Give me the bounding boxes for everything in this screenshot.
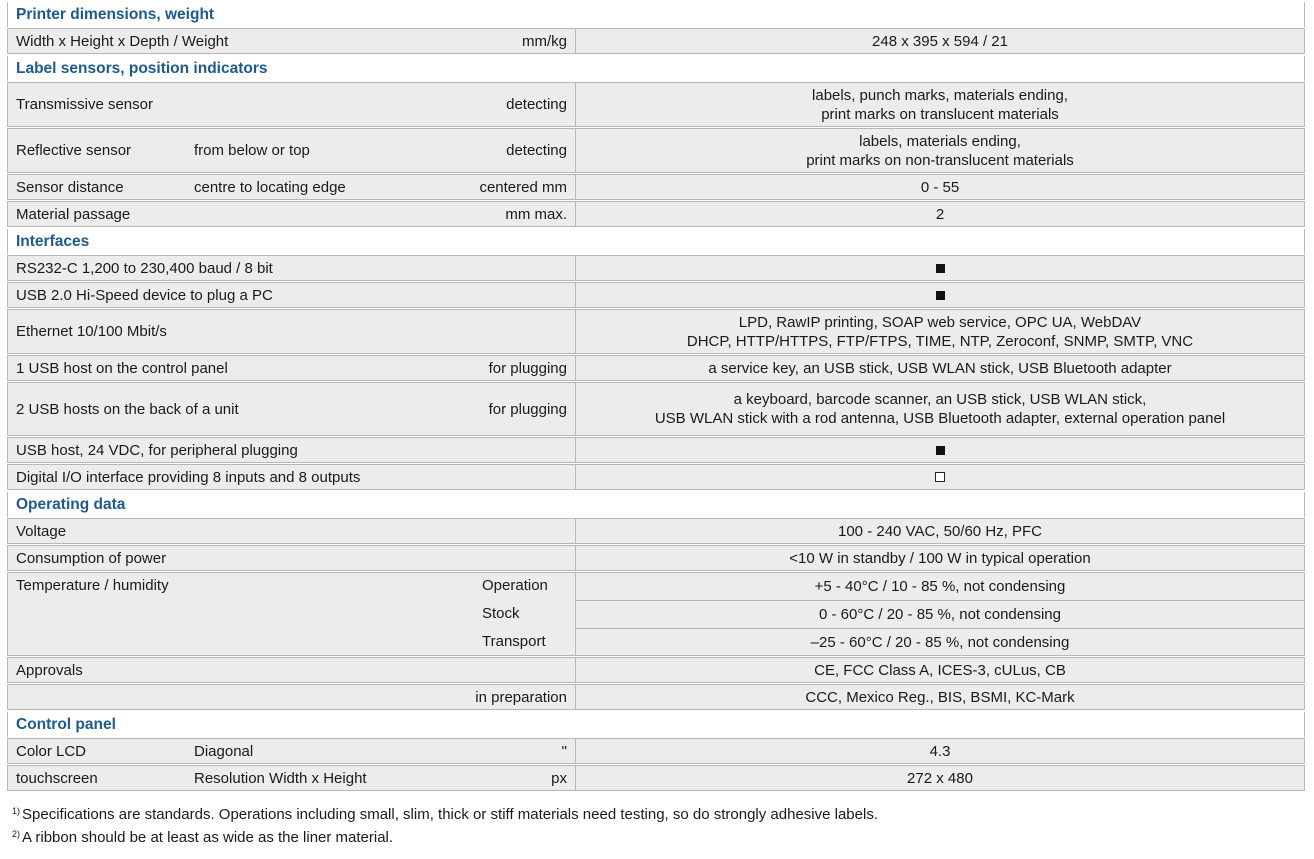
row-value: –25 - 60°C / 20 - 85 %, not condensing xyxy=(810,634,1070,651)
row-label: Temperature / humidity xyxy=(16,577,169,594)
row-label: Voltage xyxy=(16,522,67,540)
row-label: Reflective sensor xyxy=(16,142,132,159)
row-unit: Stock xyxy=(482,605,520,622)
row-unit: mm/kg xyxy=(522,32,567,50)
row-value: labels, materials ending, print marks on non-translucent materials xyxy=(575,129,1304,172)
row-value: labels, punch marks, materials ending, print marks on translucent materials xyxy=(575,83,1304,126)
row-value: 100 - 240 VAC, 50/60 Hz, PFC xyxy=(575,519,1304,543)
row-dimensions xyxy=(7,28,1305,54)
row-unit: " xyxy=(561,742,567,760)
row-label: USB host, 24 VDC, for peripheral plugging xyxy=(16,441,298,459)
row-lcd-diagonal xyxy=(7,738,1305,764)
row-label: 1 USB host on the control panel xyxy=(16,359,228,377)
row-unit: mm max. xyxy=(505,205,567,223)
row-value: 2 xyxy=(575,202,1304,226)
row-label: Consumption of power xyxy=(16,549,167,567)
row-label: Sensor distance xyxy=(16,178,124,196)
filled-square-icon xyxy=(936,264,945,273)
row-sensor-distance xyxy=(7,174,1305,200)
empty-square-icon xyxy=(935,472,945,482)
row-usb-hosts-back xyxy=(7,382,1305,436)
row-rs232 xyxy=(7,255,1305,281)
row-value: a service key, an USB stick, USB WLAN stick, USB Bluetooth adapter xyxy=(575,356,1304,380)
row-value: 0 - 60°C / 20 - 85 %, not condensing xyxy=(576,601,1304,629)
row-value: CE, FCC Class A, ICES-3, cULus, CB xyxy=(575,658,1304,682)
row-approvals-preparation xyxy=(7,684,1305,710)
row-value: +5 - 40°C / 10 - 85 %, not condensing xyxy=(576,573,1304,601)
row-unit: for plugging xyxy=(488,359,567,377)
row-value xyxy=(575,438,1304,462)
row-material-passage xyxy=(7,201,1305,227)
row-sublabel: from below or top xyxy=(194,142,310,159)
row-label: USB 2.0 Hi-Speed device to plug a PC xyxy=(16,286,273,304)
footnote-1: $^{1)}$ Specifications are standards. Operations including small, slim, thick or stiff materials need testing, so do strongly adhesive labels. xyxy=(12,806,878,823)
row-unit: for plugging xyxy=(488,400,567,418)
row-value xyxy=(575,256,1304,280)
row-power xyxy=(7,545,1305,571)
row-label: 2 USB hosts on the back of a unit xyxy=(16,400,239,418)
row-usb-host-panel xyxy=(7,355,1305,381)
row-unit: centered mm xyxy=(479,178,567,196)
row-lcd-resolution xyxy=(7,765,1305,791)
section-header-sensors: Label sensors, position indicators xyxy=(7,56,1305,81)
row-usb-24vdc xyxy=(7,437,1305,463)
row-unit: detecting xyxy=(506,142,567,159)
section-header-dimensions: Printer dimensions, weight xyxy=(7,2,1305,27)
row-label: touchscreen xyxy=(16,769,98,787)
filled-square-icon xyxy=(936,291,945,300)
row-value: 0 - 55 xyxy=(575,175,1304,199)
row-label: RS232-C 1,200 to 230,400 baud / 8 bit xyxy=(16,259,273,277)
footnote-2: $^{2)}$ A ribbon should be at least as wide as the liner material. xyxy=(12,829,394,846)
row-label: Ethernet 10/100 Mbit/s xyxy=(16,323,167,340)
row-label: Digital I/O interface providing 8 inputs and 8 outputs xyxy=(16,468,361,486)
row-sublabel: centre to locating edge xyxy=(194,178,346,196)
row-value: LPD, RawIP printing, SOAP web service, OPC UA, WebDAV DHCP, HTTP/HTTPS, FTP/FTPS, TIME, NTP, Zeroconf, SNMP, SMTP, VNC xyxy=(575,310,1304,353)
section-header-operating: Operating data xyxy=(7,492,1305,517)
row-unit: in preparation xyxy=(475,688,567,706)
row-value: CCC, Mexico Reg., BIS, BSMI, KC-Mark xyxy=(575,685,1304,709)
row-temperature xyxy=(7,572,1305,656)
row-value xyxy=(575,283,1304,307)
row-reflective-sensor xyxy=(7,128,1305,173)
row-voltage xyxy=(7,518,1305,544)
row-unit: px xyxy=(551,769,567,787)
row-value: 248 x 395 x 594 / 21 xyxy=(575,29,1304,53)
row-label: Transmissive sensor xyxy=(16,96,153,113)
row-ethernet xyxy=(7,309,1305,354)
row-sublabel: Resolution Width x Height xyxy=(194,769,367,787)
row-value: <10 W in standby / 100 W in typical operation xyxy=(575,546,1304,570)
row-usb2 xyxy=(7,282,1305,308)
row-value: a keyboard, barcode scanner, an USB stick, USB WLAN stick, USB WLAN stick with a rod antenna, USB Bluetooth adapter, external operation panel xyxy=(575,383,1304,435)
section-header-control-panel: Control panel xyxy=(7,712,1305,737)
row-approvals xyxy=(7,657,1305,683)
filled-square-icon xyxy=(936,446,945,455)
row-value xyxy=(575,465,1304,489)
row-unit: Transport xyxy=(482,633,546,650)
row-value: 4.3 xyxy=(575,739,1304,763)
row-value: 272 x 480 xyxy=(575,766,1304,790)
row-label: Color LCD xyxy=(16,742,87,760)
row-label: Approvals xyxy=(16,661,83,679)
section-header-interfaces: Interfaces xyxy=(7,229,1305,254)
row-label: Material passage xyxy=(16,205,131,223)
row-digital-io xyxy=(7,464,1305,490)
row-unit: Operation xyxy=(482,577,548,594)
row-transmissive-sensor xyxy=(7,82,1305,127)
row-sublabel: Diagonal xyxy=(194,742,254,760)
row-unit: detecting xyxy=(506,96,567,113)
row-label: Width x Height x Depth / Weight xyxy=(16,32,229,50)
